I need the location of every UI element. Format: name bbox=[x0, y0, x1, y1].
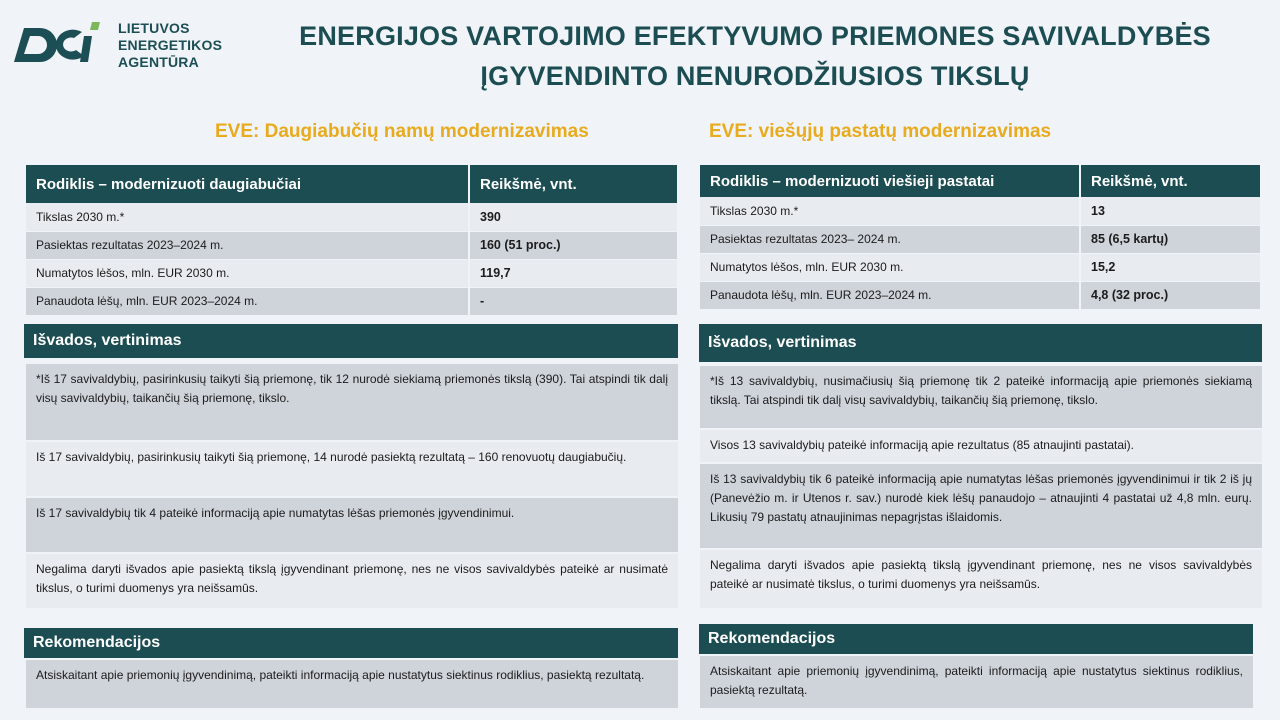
table-header-row bbox=[700, 165, 1261, 197]
agency-logo bbox=[10, 10, 240, 70]
row-label: Pasiektas rezultatas 2023– 2024 m. bbox=[700, 225, 1080, 253]
logo-line-2: ENERGETIKOS bbox=[118, 37, 223, 53]
row-value: 15,2 bbox=[1080, 253, 1261, 281]
right-conclusion-3: Iš 13 savivaldybių tik 6 pateikė informaciją apie numatytas lėšas priemonės įgyvendinimui ir tik 2 iš jų (Panevėžio m. ir Utenos r. sav.) nurodė kiek lėšų panaudojo – atnaujinti 4 pastatai už 4,8 mln. eurų. Likusių 79 pastatų atnaujinimas nepagrįstas išlaidomis. bbox=[700, 464, 1262, 548]
right-indicator-table bbox=[700, 165, 1262, 310]
left-recommendations-heading: Rekomendacijos bbox=[24, 628, 678, 658]
right-recommendation: Atsiskaitant apie priemonių įgyvendinimą, pateikti informaciją apie nustatytus siektinus rodiklius, pasiektą rezultatą. bbox=[700, 656, 1253, 708]
agency-logo-icon bbox=[10, 10, 110, 70]
left-conclusion-1: *Iš 17 savivaldybių, pasirinkusių taikyti šią priemonę, tik 12 nurodė siekiamą priemonės tikslą (390). Tai atspindi tik dalį visų savivaldybių, taikančių šią priemonę, tikslo. bbox=[26, 364, 678, 440]
row-label: Numatytos lėšos, mln. EUR 2030 m. bbox=[26, 259, 469, 287]
table-row bbox=[26, 231, 678, 259]
table-row bbox=[700, 281, 1261, 309]
logo-line-1: LIETUVOS bbox=[118, 20, 190, 36]
row-value: 119,7 bbox=[469, 259, 678, 287]
row-value: 4,8 (32 proc.) bbox=[1080, 281, 1261, 309]
page-title bbox=[255, 16, 1255, 96]
table-col-indicator: Rodiklis – modernizuoti viešieji pastatai bbox=[700, 165, 1080, 197]
agency-logo-text bbox=[118, 20, 222, 71]
left-conclusions-heading: Išvados, vertinimas bbox=[24, 324, 678, 358]
row-value: - bbox=[469, 287, 678, 315]
row-label: Panaudota lėšų, mln. EUR 2023–2024 m. bbox=[26, 287, 469, 315]
right-conclusions-heading: Išvados, vertinimas bbox=[699, 324, 1262, 362]
left-conclusion-4: Negalima daryti išvados apie pasiektą tikslą įgyvendinant priemonę, nes ne visos savivaldybės pateikė ar nusimatė tikslus, o turimi duomenys yra neišsamūs. bbox=[26, 554, 678, 608]
table-row bbox=[700, 253, 1261, 281]
left-conclusion-2: Iš 17 savivaldybių, pasirinkusių taikyti šią priemonę, 14 nurodė pasiektą rezultatą – 160 renovuotų daugiabučių. bbox=[26, 442, 678, 496]
row-label: Tikslas 2030 m.* bbox=[700, 197, 1080, 225]
right-conclusion-4: Negalima daryti išvados apie pasiektą tikslą įgyvendinant priemonę, nes ne visos savivaldybės pateikė ar nusimatė tikslus, o turimi duomenys yra neišsamūs. bbox=[700, 550, 1262, 608]
left-section-heading: EVE: Daugiabučių namų modernizavimas bbox=[215, 121, 589, 142]
row-label: Tikslas 2030 m.* bbox=[26, 203, 469, 231]
table-header-row bbox=[26, 165, 678, 203]
table-row bbox=[700, 225, 1261, 253]
table-row bbox=[26, 259, 678, 287]
table-row bbox=[700, 197, 1261, 225]
table-col-value: Reikšmė, vnt. bbox=[469, 165, 678, 203]
row-label: Numatytos lėšos, mln. EUR 2030 m. bbox=[700, 253, 1080, 281]
right-conclusion-2: Visos 13 savivaldybių pateikė informaciją apie rezultatus (85 atnaujinti pastatai). bbox=[700, 430, 1262, 462]
page-title-line-1: ENERGIJOS VARTOJIMO EFEKTYVUMO PRIEMONES SAVIVALDYBĖS bbox=[299, 21, 1211, 51]
page-title-line-2: ĮGYVENDINTO NENURODŽIUSIOS TIKSLŲ bbox=[480, 61, 1030, 91]
row-value: 85 (6,5 kartų) bbox=[1080, 225, 1261, 253]
table-col-indicator: Rodiklis – modernizuoti daugiabučiai bbox=[26, 165, 469, 203]
row-label: Panaudota lėšų, mln. EUR 2023–2024 m. bbox=[700, 281, 1080, 309]
row-value: 13 bbox=[1080, 197, 1261, 225]
left-recommendation: Atsiskaitant apie priemonių įgyvendinimą, pateikti informaciją apie nustatytus siektinus rodiklius, pasiektą rezultatą. bbox=[26, 660, 678, 708]
right-recommendations-heading: Rekomendacijos bbox=[699, 624, 1253, 654]
right-conclusion-1: *Iš 13 savivaldybių, nusimačiusių šią priemonę tik 2 pateikė informaciją apie priemonės siekiamą tikslą. Tai atspindi tik dalį visų savivaldybių, taikančių šią priemonę, tikslo. bbox=[700, 366, 1262, 428]
row-label: Pasiektas rezultatas 2023–2024 m. bbox=[26, 231, 469, 259]
logo-line-3: AGENTŪRA bbox=[118, 54, 199, 70]
table-row bbox=[26, 203, 678, 231]
row-value: 390 bbox=[469, 203, 678, 231]
left-conclusion-3: Iš 17 savivaldybių tik 4 pateikė informaciją apie numatytas lėšas priemonės įgyvendinimui. bbox=[26, 498, 678, 552]
table-col-value: Reikšmė, vnt. bbox=[1080, 165, 1261, 197]
row-value: 160 (51 proc.) bbox=[469, 231, 678, 259]
table-row bbox=[26, 287, 678, 315]
left-indicator-table bbox=[26, 165, 679, 316]
right-section-heading: EVE: viešųjų pastatų modernizavimas bbox=[709, 121, 1052, 142]
